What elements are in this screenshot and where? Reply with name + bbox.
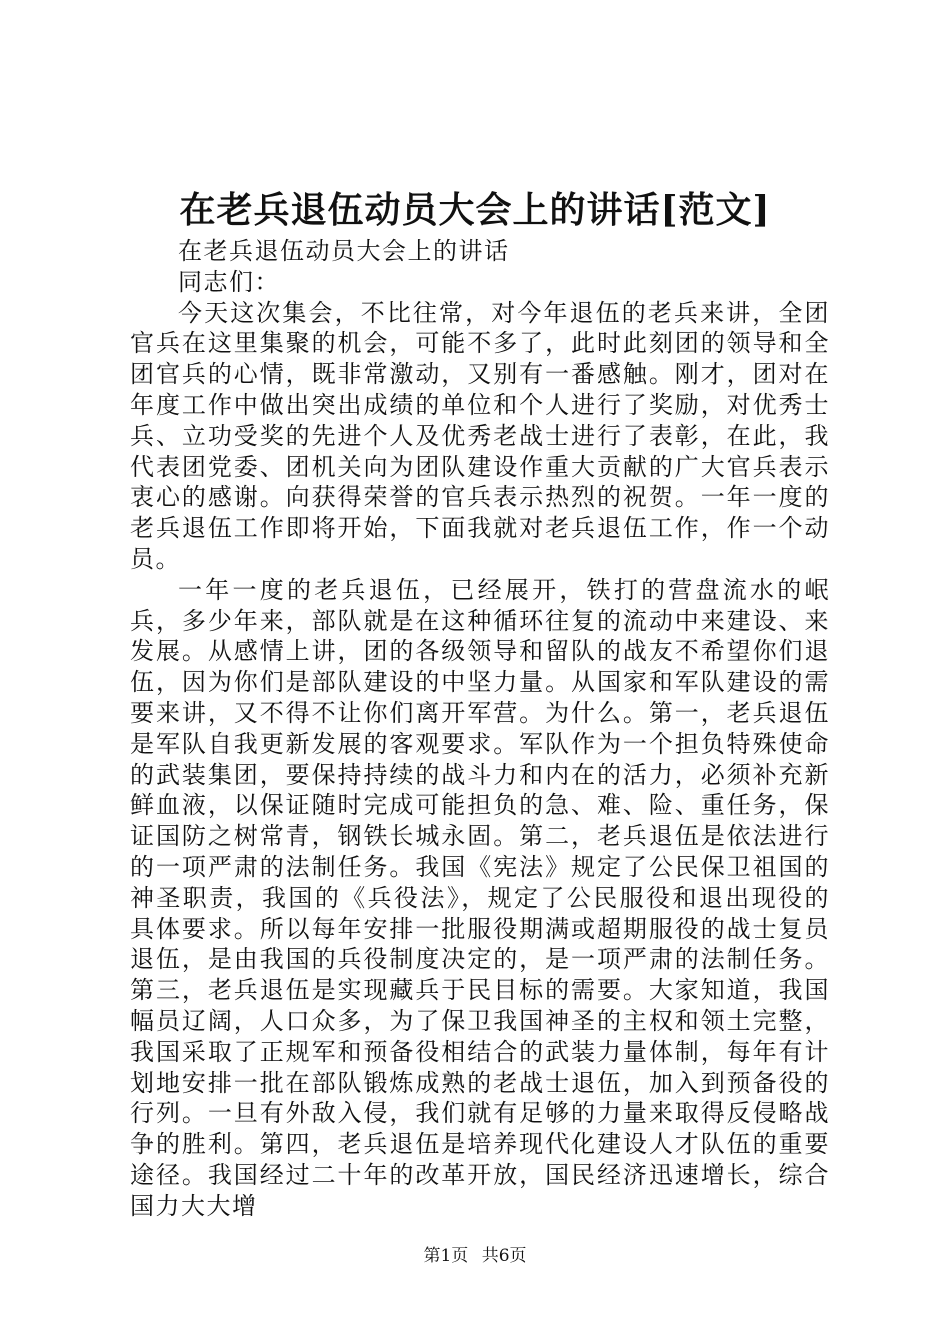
page-total: 共6页 xyxy=(481,1246,527,1266)
page-footer xyxy=(0,1244,950,1268)
document-body xyxy=(130,236,830,1222)
document-title: 在老兵退伍动员大会上的讲话[范文] xyxy=(179,189,771,231)
paragraph-body: 今天这次集会，不比往常，对今年退伍的老兵来讲，全团官兵在这里集聚的机会，可能不多了，此时此刻团的领导和全团官兵的心情，既非常激动，又别有一番感触。刚才，团对在年度工作中做出突出成绩的单位和个人进行了奖励，对优秀士兵、立功受奖的先进个人及优秀老战士进行了表彰，在此，我代表团党委、团机关向为团队建设作重大贡献的广大官兵表示衷心的感谢。向获得荣誉的官兵表示热烈的祝贺。一年一度的老兵退伍工作即将开始，下面我就对老兵退伍工作，作一个动员。 xyxy=(130,298,830,573)
paragraph-body: 一年一度的老兵退伍，已经展开，铁打的营盘流水的岷兵，多少年来，部队就是在这种循环往复的流动中来建设、来发展。从感情上讲，团的各级领导和留队的战友不希望你们退伍，因为你们是部队建设的中坚力量。从国家和军队建设的需要来讲，又不得不让你们离开军营。为什么。第一，老兵退伍是军队自我更新发展的客观要求。军队作为一个担负特殊使命的武装集团，要保持持续的战斗力和内在的活力，必须补充新鲜血液，以保证随时完成可能担负的急、难、险、重任务，保证国防之树常青，钢铁长城永固。第二，老兵退伍是依法进行的一项严肃的法制任务。我国《宪法》规定了公民保卫祖国的神圣职责，我国的《兵役法》，规定了公民服役和退出现役的具体要求。所以每年安排一批服役期满或超期服役的战士复员退伍，是由我国的兵役制度决定的，是一项严肃的法制任务。第三，老兵退伍是实现藏兵于民目标的需要。大家知道，我国幅员辽阔，人口众多，为了保卫我国神圣的主权和领土完整，我国采取了正规军和预备役相结合的武装力量体制，每年有计划地安排一批在部队锻炼成熟的老战士退伍，加入到预备役的行列。一旦有外敌入侵，我们就有足够的力量来取得反侵略战争的胜利。第四，老兵退伍是培养现代化建设人才队伍的重要途径。我国经过二十年的改革开放，国民经济迅速增长，综合国力大大增 xyxy=(130,575,830,1220)
paragraph-salutation: 同志们： xyxy=(178,267,280,296)
paragraph-subtitle: 在老兵退伍动员大会上的讲话 xyxy=(178,237,510,265)
page-number: 第1页 xyxy=(423,1246,469,1266)
